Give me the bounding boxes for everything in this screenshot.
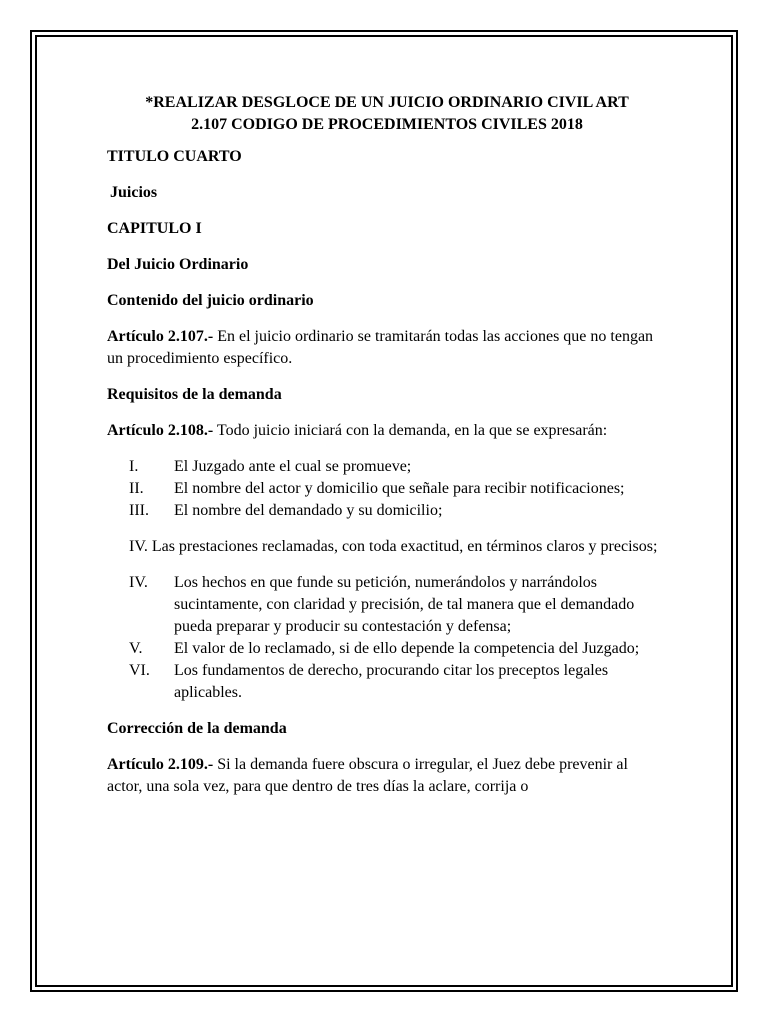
article-2109-text: Si la demanda fuere obscura o irregular, el Juez debe prevenir al actor, una sola vez, para que dentro de tres días la aclare, corrija o [107, 756, 628, 795]
list-item-number: II. [129, 480, 144, 497]
requirements-list-2 [107, 572, 667, 704]
requirements-list-1 [107, 456, 667, 522]
del-juicio-heading: Del Juicio Ordinario [107, 256, 249, 273]
list-item-number: I. [129, 458, 139, 475]
article-2107-text: En el juicio ordinario se tramitarán todas las acciones que no tengan un procedimiento específico. [107, 328, 654, 367]
document-title [107, 92, 667, 136]
titulo-heading: TITULO CUARTO [107, 148, 242, 165]
list-item-text: El valor de lo reclamado, si de ello depende la competencia del Juzgado; [174, 640, 640, 657]
article-2107-label: Artículo 2.107.- [107, 328, 214, 345]
article-2109-label: Artículo 2.109.- [107, 756, 214, 773]
article-2108-label: Artículo 2.108.- [107, 422, 214, 439]
list-item-text: Los fundamentos de derecho, procurando citar los preceptos legales aplicables. [174, 662, 609, 701]
title-line-2: 2.107 CODIGO DE PROCEDIMIENTOS CIVILES 2018 [191, 116, 583, 133]
list-item-text: Los hechos en que funde su petición, numerándolos y narrándolos sucintamente, con claridad y precisión, de tal manera que el demandado pueda preparar y producir su contestación y defensa; [174, 574, 635, 635]
list-item [107, 660, 667, 704]
article-2108-text: Todo juicio iniciará con la demanda, en la que se expresarán: [213, 422, 608, 439]
item-iv-paragraph: IV. Las prestaciones reclamadas, con toda exactitud, en términos claros y precisos; [129, 538, 658, 555]
list-item [107, 638, 667, 660]
correccion-heading: Corrección de la demanda [107, 720, 287, 737]
list-item-text: El nombre del demandado y su domicilio; [174, 502, 443, 519]
article-2108 [107, 420, 667, 442]
list-item [107, 456, 667, 478]
list-item-number: V. [129, 640, 143, 657]
list-item [107, 500, 667, 522]
list-item-number: III. [129, 502, 149, 519]
list-item-number: VI. [129, 662, 150, 679]
list-item-text: El Juzgado ante el cual se promueve; [174, 458, 412, 475]
juicios-heading: Juicios [110, 184, 158, 201]
list-item-text: El nombre del actor y domicilio que señale para recibir notificaciones; [174, 480, 625, 497]
document-body [107, 92, 667, 812]
requisitos-heading: Requisitos de la demanda [107, 386, 282, 403]
list-item-number: IV. [129, 574, 148, 591]
list-item [107, 572, 667, 638]
contenido-heading: Contenido del juicio ordinario [107, 292, 314, 309]
list-item [107, 478, 667, 500]
article-2107 [107, 326, 667, 370]
article-2109 [107, 754, 667, 798]
capitulo-heading: CAPITULO I [107, 220, 202, 237]
title-line-1: *REALIZAR DESGLOCE DE UN JUICIO ORDINARIO CIVIL ART [145, 94, 629, 111]
